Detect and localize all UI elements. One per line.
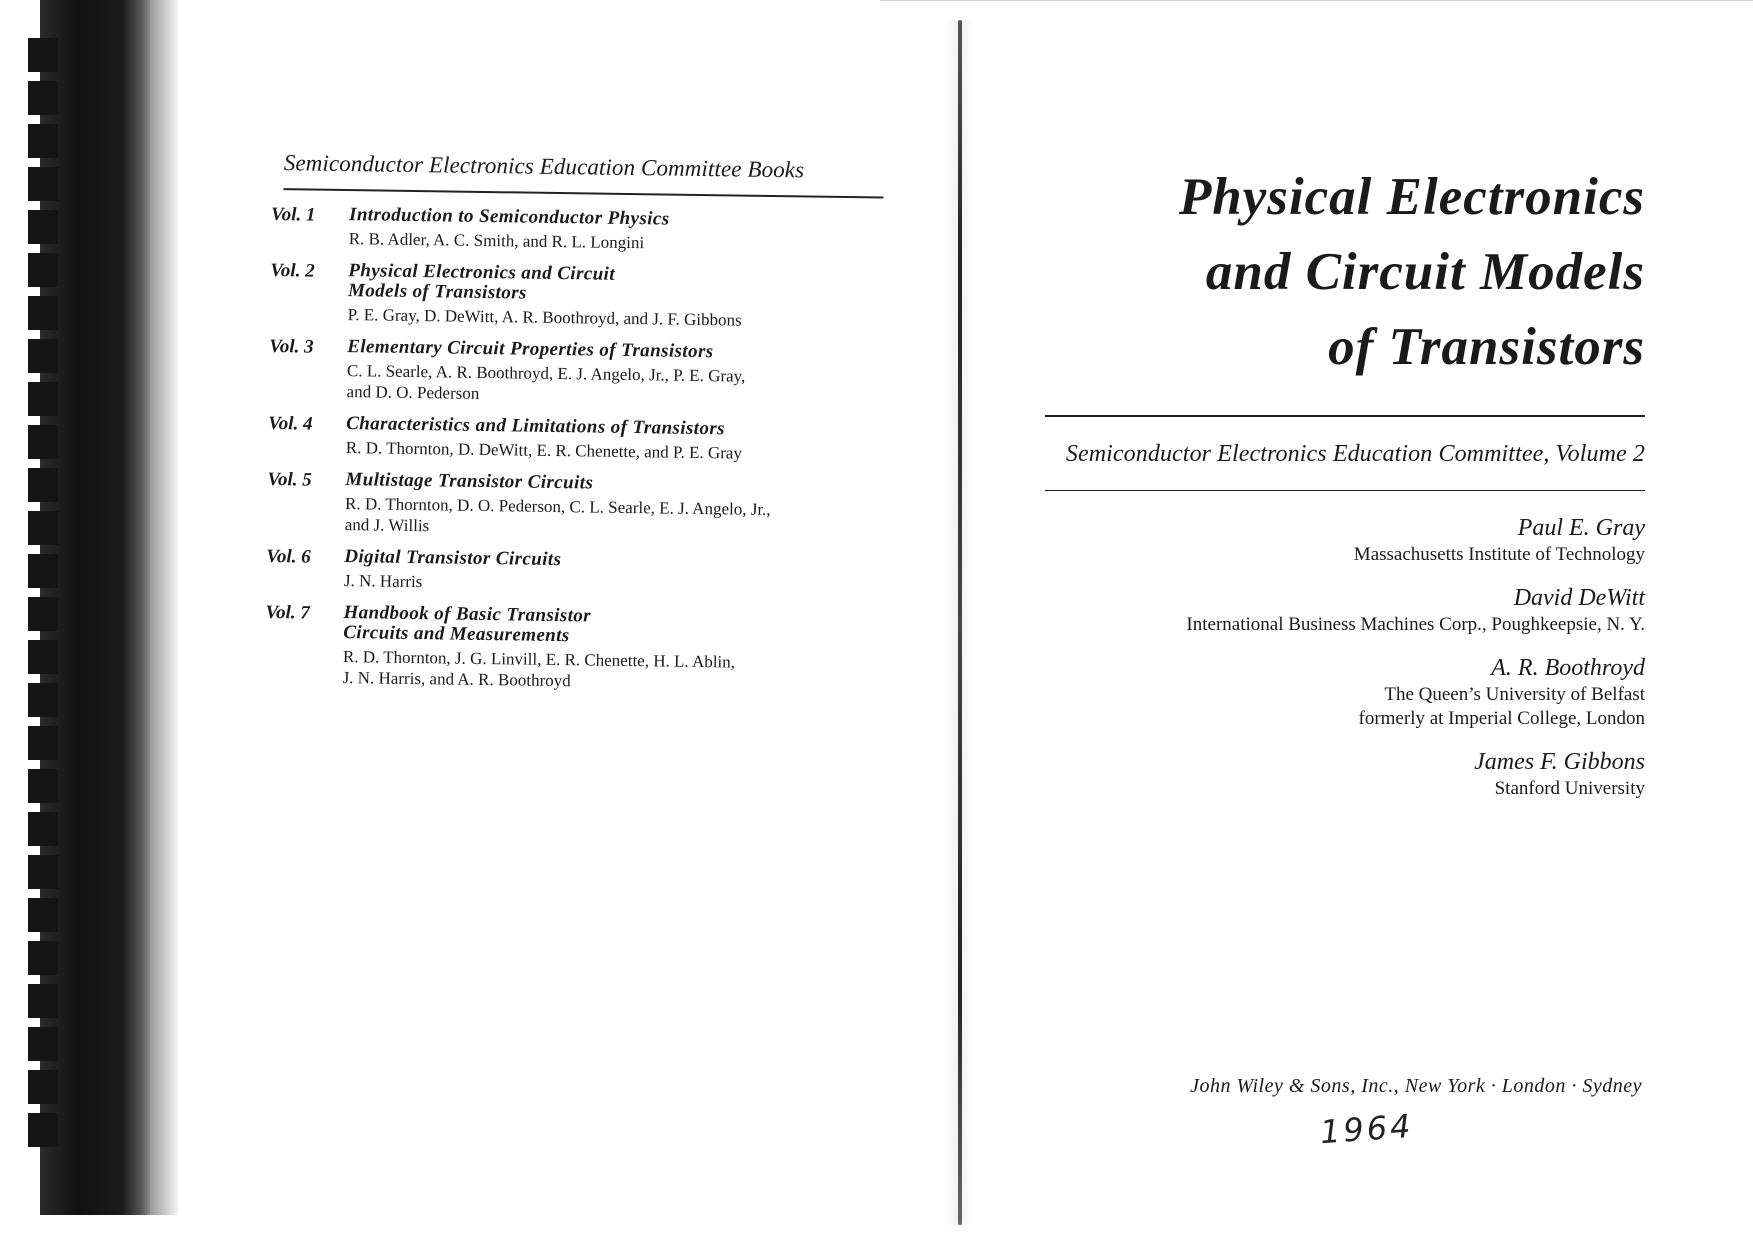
volume-authors bbox=[345, 493, 888, 543]
binding-comb-tooth bbox=[28, 597, 58, 631]
volume-authors-line: C. L. Searle, A. R. Boothroyd, E. J. Angelo, Jr., P. E. Gray, bbox=[346, 360, 746, 386]
volume-label: Vol. 7 bbox=[265, 601, 311, 624]
series-subtitle: Semiconductor Electronics Education Committee, Volume 2 bbox=[1065, 440, 1645, 467]
volume-authors bbox=[346, 360, 889, 410]
book-title-line: Physical Electronics bbox=[1178, 168, 1645, 226]
binding-comb-tooth bbox=[28, 554, 58, 588]
volume-title-line: Introduction to Semiconductor Physics bbox=[348, 203, 670, 230]
author-affiliation bbox=[1040, 613, 1645, 637]
author-name: A. R. Boothroyd bbox=[1491, 655, 1645, 682]
volume-authors-line: R. B. Adler, A. C. Smith, and R. L. Longini bbox=[348, 228, 645, 252]
volume-authors bbox=[348, 304, 890, 333]
handwritten-year: 1964 bbox=[1318, 1106, 1415, 1152]
volume-list bbox=[265, 204, 892, 696]
binding-comb-tooth bbox=[28, 1113, 58, 1147]
volume-title-line: Models of Transistors bbox=[347, 279, 527, 304]
volume-title-line: Physical Electronics and Circuit bbox=[348, 259, 616, 285]
binding-comb-tooth bbox=[28, 726, 58, 760]
binding-comb-tooth bbox=[28, 984, 58, 1018]
binding-comb-tooth bbox=[28, 253, 58, 287]
binding-comb-tooth bbox=[28, 812, 58, 846]
binding-comb-tooth bbox=[28, 81, 58, 115]
volume-label: Vol. 5 bbox=[267, 468, 312, 491]
volume-authors bbox=[343, 646, 886, 696]
scan-top-edge bbox=[880, 0, 1753, 1]
volume-body bbox=[346, 414, 889, 466]
volume-authors-line: P. E. Gray, D. DeWitt, A. R. Boothroyd, and J. F. Gibbons bbox=[347, 304, 742, 330]
series-heading: Semiconductor Electronics Education Committee Books bbox=[283, 150, 805, 183]
author-list bbox=[1040, 513, 1645, 801]
author-affiliation bbox=[1040, 543, 1645, 567]
volume-entry bbox=[268, 413, 889, 466]
volume-authors-line: R. D. Thornton, J. G. Linvill, E. R. Chenette, H. L. Ablin, bbox=[342, 646, 736, 672]
book-gutter-fold bbox=[958, 20, 962, 1225]
volume-authors-line: R. D. Thornton, D. DeWitt, E. R. Chenette, and P. E. Gray bbox=[345, 437, 743, 463]
binding-comb-tooth bbox=[28, 296, 58, 330]
volume-title-line: Elementary Circuit Properties of Transistors bbox=[347, 335, 714, 362]
volume-authors bbox=[344, 570, 886, 599]
volume-title-line: Digital Transistor Circuits bbox=[344, 545, 562, 570]
title-rule-bottom bbox=[1045, 490, 1645, 492]
book-title-line: and Circuit Models bbox=[1205, 243, 1645, 301]
author-affiliation-line: formerly at Imperial College, London bbox=[1358, 708, 1645, 730]
author-affiliation bbox=[1040, 777, 1645, 801]
binding-comb-tooth bbox=[28, 1070, 58, 1104]
volume-body bbox=[344, 547, 887, 599]
author-name: James F. Gibbons bbox=[1474, 749, 1645, 776]
volume-entry bbox=[270, 260, 891, 333]
binding-comb-tooth bbox=[28, 124, 58, 158]
volume-label: Vol. 4 bbox=[268, 412, 313, 435]
binding-comb-tooth bbox=[28, 855, 58, 889]
author-block bbox=[1040, 513, 1645, 567]
volume-body bbox=[345, 470, 888, 543]
volume-label: Vol. 3 bbox=[269, 335, 314, 358]
spiral-binding bbox=[0, 0, 178, 1241]
binding-comb-tooth bbox=[28, 898, 58, 932]
binding-comb-tooth bbox=[28, 769, 58, 803]
binding-comb-tooth bbox=[28, 425, 58, 459]
volume-label: Vol. 1 bbox=[270, 203, 316, 226]
volume-entry bbox=[265, 602, 886, 696]
book-title bbox=[1040, 160, 1645, 385]
author-affiliation-line: Massachusetts Institute of Technology bbox=[1353, 544, 1645, 566]
volume-title bbox=[348, 261, 891, 309]
binding-comb-tooth bbox=[28, 1027, 58, 1061]
volume-authors bbox=[349, 228, 891, 257]
author-block bbox=[1040, 653, 1645, 731]
volume-body bbox=[349, 205, 892, 257]
binding-comb-tooth bbox=[28, 38, 58, 72]
binding-comb-tooth bbox=[28, 167, 58, 201]
author-name: Paul E. Gray bbox=[1517, 515, 1645, 542]
author-affiliation-line: International Business Machines Corp., Poughkeepsie, N. Y. bbox=[1186, 614, 1645, 636]
volume-entry bbox=[267, 469, 888, 543]
volume-body bbox=[343, 603, 886, 696]
volume-title bbox=[343, 603, 886, 651]
volume-entry bbox=[269, 336, 890, 410]
volume-entry bbox=[271, 204, 892, 257]
binding-comb-tooth bbox=[28, 339, 58, 373]
volume-authors-line: and D. O. Pederson bbox=[346, 381, 480, 403]
volume-title-line: Multistage Transistor Circuits bbox=[345, 468, 594, 494]
volume-title-line: Handbook of Basic Transistor bbox=[343, 601, 592, 627]
volume-authors-line: J. N. Harris, and A. R. Boothroyd bbox=[342, 667, 571, 690]
series-heading-rule bbox=[283, 188, 883, 198]
binding-comb-tooth bbox=[28, 511, 58, 545]
volume-label: Vol. 2 bbox=[270, 259, 315, 282]
volume-title-line: Characteristics and Limitations of Transistors bbox=[346, 412, 726, 439]
title-rule-top bbox=[1045, 415, 1645, 417]
volume-authors-line: R. D. Thornton, D. O. Pederson, C. L. Searle, E. J. Angelo, Jr., bbox=[344, 493, 771, 519]
right-page bbox=[1040, 160, 1645, 801]
binding-comb-tooth bbox=[28, 468, 58, 502]
author-affiliation bbox=[1040, 683, 1645, 731]
binding-comb-tooth bbox=[28, 640, 58, 674]
volume-label: Vol. 6 bbox=[266, 545, 311, 568]
volume-authors-line: and J. Willis bbox=[344, 514, 430, 535]
volume-authors-line: J. N. Harris bbox=[343, 570, 423, 591]
author-affiliation-line: Stanford University bbox=[1494, 778, 1645, 800]
author-affiliation-line: The Queen’s University of Belfast bbox=[1384, 684, 1645, 706]
binding-comb-tooth bbox=[28, 382, 58, 416]
binding-comb-tooth bbox=[28, 941, 58, 975]
volume-body bbox=[346, 337, 889, 410]
author-block bbox=[1040, 747, 1645, 801]
book-title-line: of Transistors bbox=[1328, 318, 1645, 376]
volume-title-line: Circuits and Measurements bbox=[343, 621, 570, 646]
author-name: David DeWitt bbox=[1513, 585, 1645, 612]
volume-entry bbox=[266, 546, 887, 599]
publisher-line: John Wiley & Sons, Inc., New York · London · Sydney bbox=[1190, 1075, 1642, 1097]
volume-authors bbox=[346, 437, 888, 466]
page-edge-shadow bbox=[150, 0, 178, 1215]
binding-comb-tooth bbox=[28, 210, 58, 244]
author-block bbox=[1040, 583, 1645, 637]
volume-body bbox=[348, 261, 891, 333]
left-page bbox=[264, 150, 892, 707]
binding-comb-tooth bbox=[28, 683, 58, 717]
